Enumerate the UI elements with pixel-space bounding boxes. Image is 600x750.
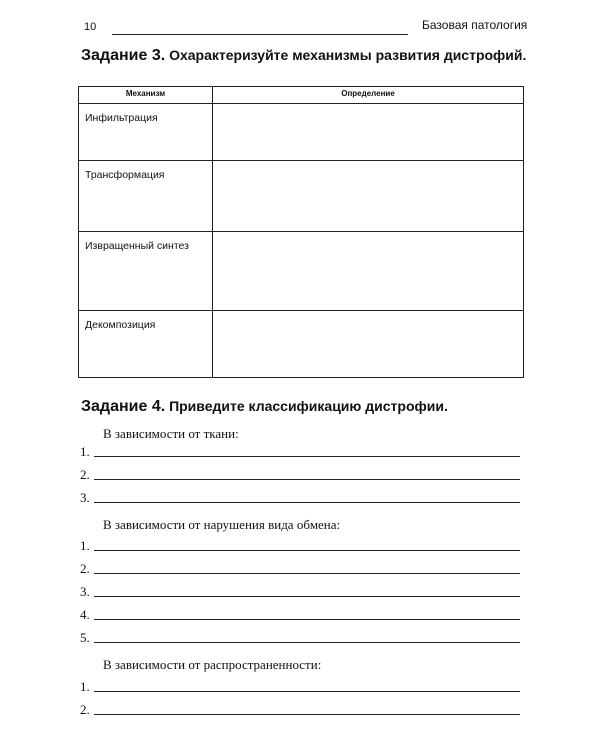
group-title-prevalence: В зависимости от распространенности:: [103, 657, 322, 672]
answer-line[interactable]: [80, 490, 520, 506]
answer-line[interactable]: [80, 444, 520, 460]
item-number: 2.: [80, 702, 90, 717]
answer-line[interactable]: [80, 467, 520, 483]
column-header-mechanism: Механизм: [79, 87, 213, 104]
item-number: 2.: [80, 467, 90, 482]
running-title: Базовая патология: [422, 18, 528, 32]
definition-cell[interactable]: [213, 104, 524, 161]
fill-in-rule: [94, 501, 520, 503]
fill-in-rule: [94, 549, 520, 551]
fill-in-rule: [94, 572, 520, 574]
definition-cell[interactable]: [213, 232, 524, 311]
group-title-tissue: В зависимости от ткани:: [103, 426, 239, 441]
mechanism-cell: Инфильтрация: [79, 104, 213, 161]
answer-line[interactable]: [80, 607, 520, 623]
mechanism-cell: Декомпозиция: [79, 311, 213, 378]
answer-line[interactable]: [80, 561, 520, 577]
item-number: 4.: [80, 607, 90, 622]
fill-in-rule: [94, 595, 520, 597]
item-number: 1.: [80, 444, 90, 459]
answer-line[interactable]: [80, 702, 520, 718]
page-number: 10: [84, 21, 97, 33]
task4-label: Задание 4.: [81, 398, 166, 415]
table-row: [79, 232, 524, 311]
task4-text: Приведите классификацию дистрофии.: [169, 398, 448, 414]
header-rule: [112, 34, 408, 35]
item-number: 3.: [80, 490, 90, 505]
item-number: 3.: [80, 584, 90, 599]
answer-line[interactable]: [80, 538, 520, 554]
item-number: 2.: [80, 561, 90, 576]
group-title-metabolism: В зависимости от нарушения вида обмена:: [103, 517, 341, 532]
item-number: 5.: [80, 630, 90, 645]
task3-text: Охарактеризуйте механизмы развития дистрофий.: [169, 47, 527, 63]
answer-line[interactable]: [80, 679, 520, 695]
column-header-definition: Определение: [213, 87, 524, 104]
task3-heading: [81, 47, 526, 65]
table-row: [79, 161, 524, 232]
fill-in-rule: [94, 618, 520, 620]
item-number: 1.: [80, 538, 90, 553]
fill-in-rule: [94, 641, 520, 643]
mechanism-cell: Извращенный синтез: [79, 232, 213, 311]
fill-in-rule: [94, 478, 520, 480]
table-header-row: [79, 87, 524, 104]
definition-cell[interactable]: [213, 311, 524, 378]
item-number: 1.: [80, 679, 90, 694]
table-row: [79, 311, 524, 378]
mechanism-cell: Трансформация: [79, 161, 213, 232]
task4-heading: [81, 398, 448, 416]
fill-in-rule: [94, 690, 520, 692]
task3-label: Задание 3.: [81, 47, 166, 64]
mechanisms-table: [78, 86, 524, 378]
table-row: [79, 104, 524, 161]
definition-cell[interactable]: [213, 161, 524, 232]
fill-in-rule: [94, 713, 520, 715]
fill-in-rule: [94, 455, 520, 457]
answer-line[interactable]: [80, 584, 520, 600]
answer-line[interactable]: [80, 630, 520, 646]
